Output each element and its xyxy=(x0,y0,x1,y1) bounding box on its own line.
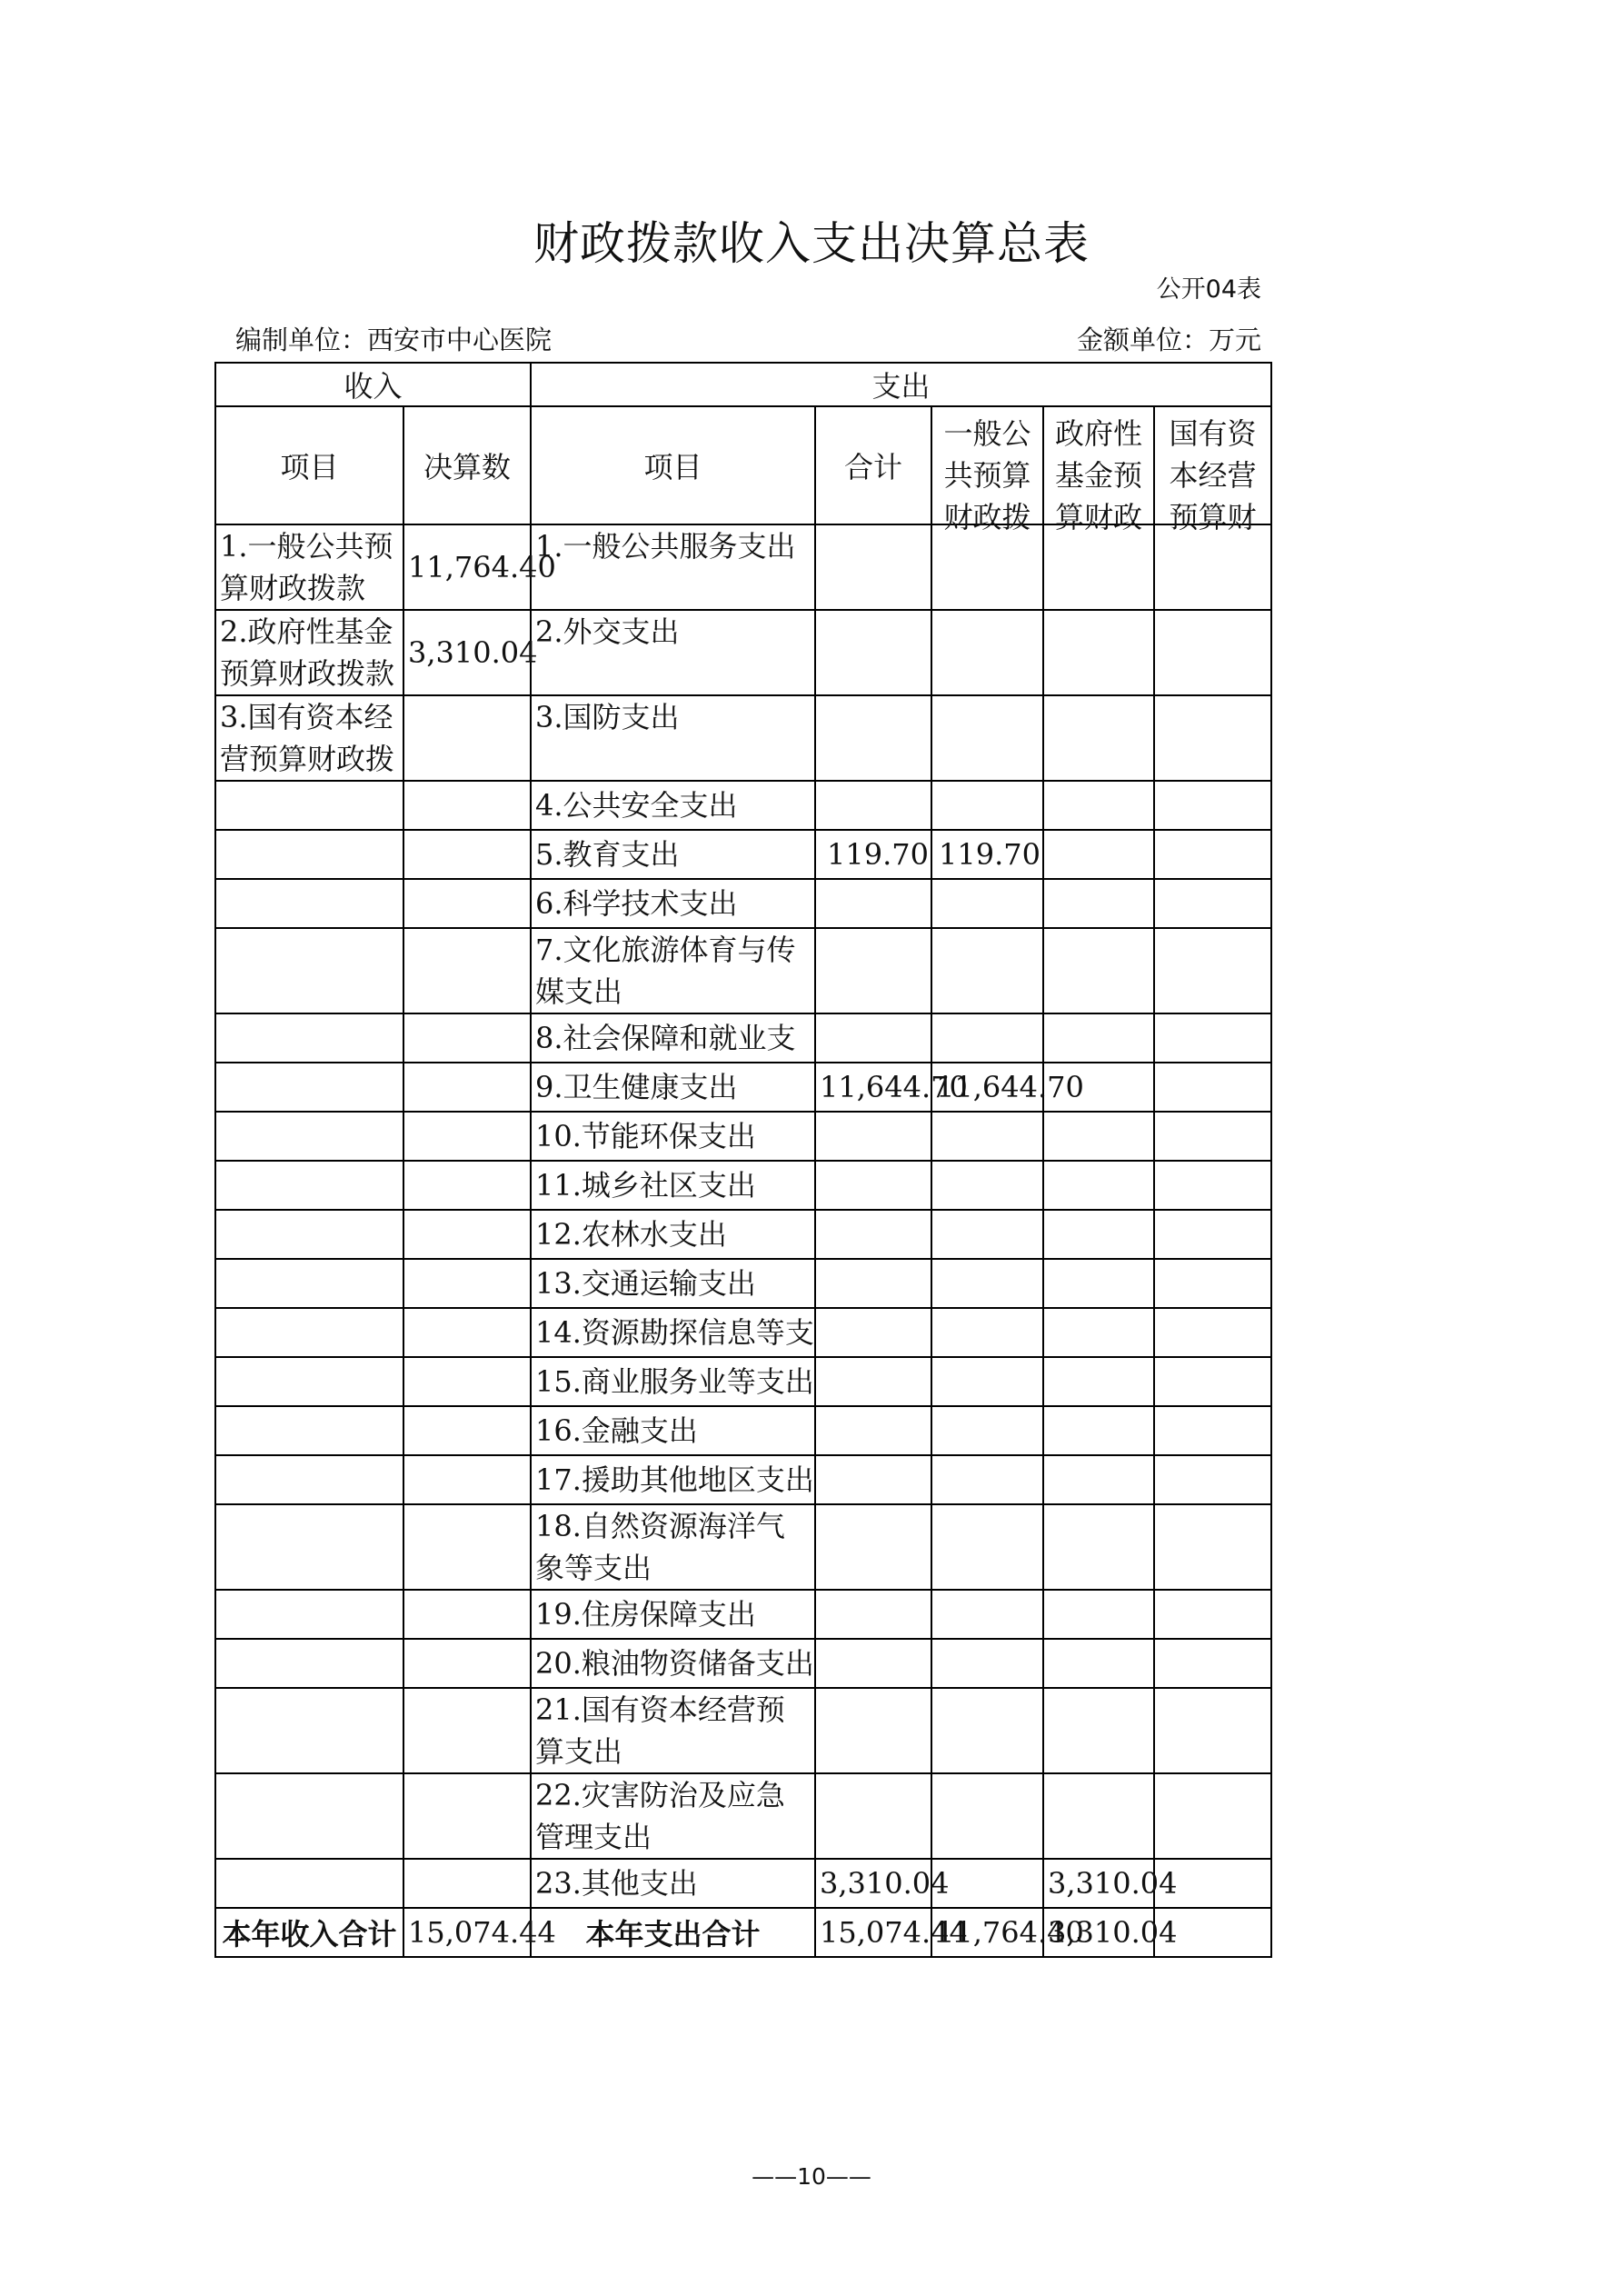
income-item-cell xyxy=(215,1259,403,1308)
col-state-capital: 国有资本经营预算财 xyxy=(1154,406,1271,524)
table-row xyxy=(215,1773,1271,1859)
expense-total-cell xyxy=(815,1688,931,1773)
expense-item-cell: 19.住房保障支出 xyxy=(531,1590,815,1639)
expense-total-cell xyxy=(815,1590,931,1639)
income-amount-cell xyxy=(403,1259,531,1308)
fund-budget-cell: 3,310.04 xyxy=(1043,1859,1154,1908)
fund-budget-cell xyxy=(1043,1773,1154,1859)
general-budget-cell xyxy=(931,1406,1043,1455)
table-row xyxy=(215,830,1271,879)
expense-item-cell: 12.农林水支出 xyxy=(531,1210,815,1259)
income-item-cell xyxy=(215,879,403,928)
expense-item-cell: 2.外交支出 xyxy=(531,610,815,695)
table-row xyxy=(215,1406,1271,1455)
general-budget-cell xyxy=(931,695,1043,781)
expense-item-cell: 13.交通运输支出 xyxy=(531,1259,815,1308)
header-row-columns xyxy=(215,406,1271,524)
expense-item-cell: 3.国防支出 xyxy=(531,695,815,781)
table-row xyxy=(215,610,1271,695)
fund-budget-cell xyxy=(1043,610,1154,695)
income-amount-cell xyxy=(403,1357,531,1406)
income-amount-cell xyxy=(403,781,531,830)
fund-budget-cell xyxy=(1043,879,1154,928)
fund-budget-cell xyxy=(1043,1590,1154,1639)
income-amount-cell xyxy=(403,1688,531,1773)
appropriation-table xyxy=(214,362,1272,1958)
income-amount-cell xyxy=(403,1308,531,1357)
state-capital-cell xyxy=(1154,830,1271,879)
income-amount-cell xyxy=(403,1063,531,1112)
table-row xyxy=(215,1161,1271,1210)
expense-item-cell: 18.自然资源海洋气象等支出 xyxy=(531,1504,815,1590)
state-capital-cell xyxy=(1154,1688,1271,1773)
income-amount-cell xyxy=(403,1013,531,1063)
table-row xyxy=(215,1688,1271,1773)
expense-item-cell: 20.粮油物资储备支出 xyxy=(531,1639,815,1688)
state-capital-cell xyxy=(1154,1406,1271,1455)
state-capital-cell xyxy=(1154,1259,1271,1308)
table-row xyxy=(215,1013,1271,1063)
income-item-cell xyxy=(215,1308,403,1357)
expense-item-cell: 16.金融支出 xyxy=(531,1406,815,1455)
col-fund-budget: 政府性基金预算财政 xyxy=(1043,406,1154,524)
income-total-label: 本年收入合计 xyxy=(215,1908,403,1957)
expense-item-cell: 11.城乡社区支出 xyxy=(531,1161,815,1210)
state-capital-cell xyxy=(1154,1063,1271,1112)
income-amount-cell xyxy=(403,1639,531,1688)
expense-total-cell xyxy=(815,1308,931,1357)
expense-header: 支出 xyxy=(531,363,1271,406)
income-amount-cell xyxy=(403,1406,531,1455)
fund-budget-cell xyxy=(1043,1013,1154,1063)
income-amount-cell xyxy=(403,830,531,879)
general-budget-cell xyxy=(931,1013,1043,1063)
expense-item-cell: 1.一般公共服务支出 xyxy=(531,524,815,610)
expense-item-cell: 9.卫生健康支出 xyxy=(531,1063,815,1112)
income-total-amount: 15,074.44 xyxy=(403,1908,531,1957)
amount-unit: 金额单位：万元 xyxy=(1076,324,1261,355)
state-capital-cell xyxy=(1154,1504,1271,1590)
expense-item-cell: 7.文化旅游体育与传媒支出 xyxy=(531,928,815,1013)
fund-budget-cell xyxy=(1043,830,1154,879)
page-number: ——10—— xyxy=(752,2163,871,2190)
col-income-item: 项目 xyxy=(215,406,403,524)
income-item-cell xyxy=(215,830,403,879)
expense-total-cell: 3,310.04 xyxy=(815,1859,931,1908)
general-budget-cell xyxy=(931,1773,1043,1859)
fund-budget-cell xyxy=(1043,1210,1154,1259)
general-budget-cell xyxy=(931,1504,1043,1590)
income-item-cell xyxy=(215,1210,403,1259)
fund-budget-cell xyxy=(1043,1639,1154,1688)
income-item-cell xyxy=(215,928,403,1013)
general-budget-cell xyxy=(931,1210,1043,1259)
expense-item-cell: 5.教育支出 xyxy=(531,830,815,879)
expense-total-cell xyxy=(815,1504,931,1590)
income-amount-cell xyxy=(403,1773,531,1859)
state-capital-cell xyxy=(1154,1112,1271,1161)
fund-budget-cell xyxy=(1043,1688,1154,1773)
table-row xyxy=(215,879,1271,928)
general-budget-cell xyxy=(931,1455,1043,1504)
state-capital-cell xyxy=(1154,1013,1271,1063)
income-item-cell xyxy=(215,1063,403,1112)
expense-total-amount: 15,074.44 xyxy=(815,1908,931,1957)
income-item-cell xyxy=(215,1406,403,1455)
income-amount-cell xyxy=(403,695,531,781)
state-capital-cell xyxy=(1154,1161,1271,1210)
fund-budget-cell xyxy=(1043,1308,1154,1357)
table-row xyxy=(215,1357,1271,1406)
table-row xyxy=(215,1455,1271,1504)
fund-budget-total: 3,310.04 xyxy=(1043,1908,1154,1957)
state-capital-cell xyxy=(1154,879,1271,928)
state-capital-cell xyxy=(1154,1590,1271,1639)
general-budget-cell xyxy=(931,1590,1043,1639)
expense-total-cell xyxy=(815,695,931,781)
income-item-cell xyxy=(215,1773,403,1859)
general-budget-cell xyxy=(931,928,1043,1013)
expense-total-cell: 119.70 xyxy=(815,830,931,879)
income-item-cell xyxy=(215,1455,403,1504)
table-row xyxy=(215,1639,1271,1688)
expense-item-cell: 17.援助其他地区支出 xyxy=(531,1455,815,1504)
expense-item-cell: 4.公共安全支出 xyxy=(531,781,815,830)
general-budget-cell xyxy=(931,781,1043,830)
table-row xyxy=(215,1112,1271,1161)
expense-item-cell: 10.节能环保支出 xyxy=(531,1112,815,1161)
form-code: 公开04表 xyxy=(1156,275,1261,304)
income-item-cell xyxy=(215,1639,403,1688)
expense-total-cell xyxy=(815,1455,931,1504)
state-capital-cell xyxy=(1154,610,1271,695)
expense-total-cell xyxy=(815,1406,931,1455)
table-row xyxy=(215,695,1271,781)
income-amount-cell xyxy=(403,1504,531,1590)
general-budget-cell xyxy=(931,1639,1043,1688)
general-budget-cell xyxy=(931,1161,1043,1210)
income-item-cell: 2.政府性基金预算财政拨款 xyxy=(215,610,403,695)
table-row xyxy=(215,1308,1271,1357)
income-item-cell xyxy=(215,1859,403,1908)
table-row xyxy=(215,1259,1271,1308)
income-amount-cell: 3,310.04 xyxy=(403,610,531,695)
expense-total-cell xyxy=(815,1773,931,1859)
income-amount-cell xyxy=(403,1859,531,1908)
expense-total-cell xyxy=(815,1161,931,1210)
general-budget-cell xyxy=(931,1357,1043,1406)
table-row xyxy=(215,928,1271,1013)
general-budget-cell xyxy=(931,879,1043,928)
expense-item-cell: 23.其他支出 xyxy=(531,1859,815,1908)
income-item-cell xyxy=(215,1013,403,1063)
expense-total-cell xyxy=(815,879,931,928)
expense-item-cell: 6.科学技术支出 xyxy=(531,879,815,928)
state-capital-cell xyxy=(1154,695,1271,781)
fund-budget-cell xyxy=(1043,928,1154,1013)
page-title: 财政拨款收入支出决算总表 xyxy=(533,217,1090,270)
expense-total-label: 本年支出合计 xyxy=(531,1908,815,1957)
expense-total-cell xyxy=(815,1112,931,1161)
general-budget-cell xyxy=(931,610,1043,695)
income-amount-cell xyxy=(403,1210,531,1259)
fund-budget-cell xyxy=(1043,1504,1154,1590)
income-item-cell xyxy=(215,1112,403,1161)
expense-total-cell xyxy=(815,1639,931,1688)
expense-item-cell: 21.国有资本经营预算支出 xyxy=(531,1688,815,1773)
col-expense-item: 项目 xyxy=(531,406,815,524)
income-amount-cell xyxy=(403,928,531,1013)
income-amount-cell xyxy=(403,879,531,928)
expense-total-cell xyxy=(815,781,931,830)
income-item-cell xyxy=(215,1688,403,1773)
state-capital-cell xyxy=(1154,1210,1271,1259)
state-capital-cell xyxy=(1154,1639,1271,1688)
income-item-cell xyxy=(215,781,403,830)
col-income-amount: 决算数 xyxy=(403,406,531,524)
totals-row xyxy=(215,1908,1271,1957)
table-row xyxy=(215,1504,1271,1590)
income-header: 收入 xyxy=(215,363,531,406)
fund-budget-cell xyxy=(1043,1455,1154,1504)
fund-budget-cell xyxy=(1043,781,1154,830)
fund-budget-cell xyxy=(1043,695,1154,781)
general-budget-total: 11,764.40 xyxy=(931,1908,1043,1957)
income-amount-cell: 11,764.40 xyxy=(403,524,531,610)
state-capital-cell xyxy=(1154,781,1271,830)
expense-item-cell: 14.资源勘探信息等支 xyxy=(531,1308,815,1357)
table-row xyxy=(215,1210,1271,1259)
state-capital-cell xyxy=(1154,1773,1271,1859)
state-capital-cell xyxy=(1154,1357,1271,1406)
fund-budget-cell xyxy=(1043,1161,1154,1210)
state-capital-cell xyxy=(1154,1308,1271,1357)
expense-total-cell xyxy=(815,524,931,610)
general-budget-cell xyxy=(931,1688,1043,1773)
fund-budget-cell xyxy=(1043,1112,1154,1161)
table-row xyxy=(215,1590,1271,1639)
general-budget-cell: 119.70 xyxy=(931,830,1043,879)
expense-total-cell xyxy=(815,610,931,695)
col-expense-total: 合计 xyxy=(815,406,931,524)
table-row xyxy=(215,1063,1271,1112)
expense-item-cell: 8.社会保障和就业支 xyxy=(531,1013,815,1063)
income-item-cell: 3.国有资本经营预算财政拨 xyxy=(215,695,403,781)
table-row xyxy=(215,781,1271,830)
income-amount-cell xyxy=(403,1590,531,1639)
income-item-cell: 1.一般公共预算财政拨款 xyxy=(215,524,403,610)
expense-total-cell: 11,644.70 xyxy=(815,1063,931,1112)
expense-total-cell xyxy=(815,1357,931,1406)
expense-total-cell xyxy=(815,1013,931,1063)
expense-item-cell: 15.商业服务业等支出 xyxy=(531,1357,815,1406)
income-amount-cell xyxy=(403,1455,531,1504)
expense-item-cell: 22.灾害防治及应急管理支出 xyxy=(531,1773,815,1859)
table-row xyxy=(215,1859,1271,1908)
compiling-unit: 编制单位：西安市中心医院 xyxy=(235,324,553,355)
state-capital-cell xyxy=(1154,928,1271,1013)
fund-budget-cell xyxy=(1043,1406,1154,1455)
income-item-cell xyxy=(215,1504,403,1590)
general-budget-cell xyxy=(931,1259,1043,1308)
income-item-cell xyxy=(215,1590,403,1639)
income-item-cell xyxy=(215,1357,403,1406)
state-capital-cell xyxy=(1154,1455,1271,1504)
expense-total-cell xyxy=(815,1210,931,1259)
fund-budget-cell xyxy=(1043,1259,1154,1308)
general-budget-cell xyxy=(931,1112,1043,1161)
expense-total-cell xyxy=(815,928,931,1013)
col-general-budget: 一般公共预算财政拨 xyxy=(931,406,1043,524)
header-row-top xyxy=(215,363,1271,406)
expense-total-cell xyxy=(815,1259,931,1308)
income-item-cell xyxy=(215,1161,403,1210)
fund-budget-cell xyxy=(1043,1357,1154,1406)
income-amount-cell xyxy=(403,1112,531,1161)
general-budget-cell xyxy=(931,1308,1043,1357)
income-amount-cell xyxy=(403,1161,531,1210)
general-budget-cell: 11,644.70 xyxy=(931,1063,1043,1112)
